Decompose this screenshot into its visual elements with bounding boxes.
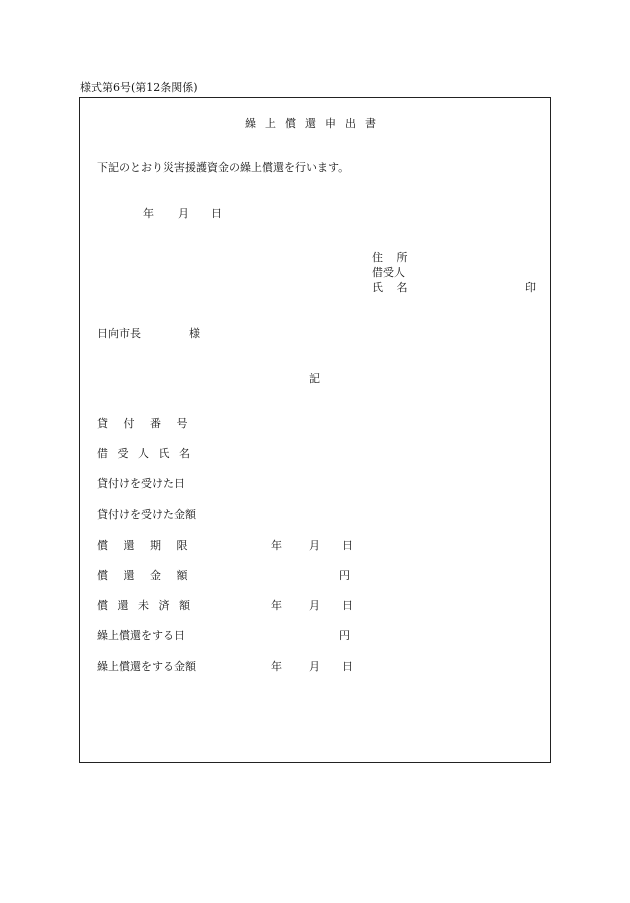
date-month-label: 月	[178, 207, 189, 220]
row-label-repayment-deadline: 償 還 期 限	[97, 539, 194, 552]
row-label-loan-number: 貸 付 番 号	[97, 417, 194, 430]
row-suffix-yen: 円	[339, 569, 350, 582]
row-suffix-month: 月	[309, 660, 320, 673]
name-label: 氏 名	[372, 281, 413, 294]
row-label-loan-date: 貸付けを受けた日	[97, 477, 185, 490]
borrower-label: 借受人	[372, 266, 405, 279]
row-label-early-repayment-amount: 繰上償還をする金額	[97, 660, 196, 673]
row-label-loan-amount: 貸付けを受けた金額	[97, 508, 196, 521]
row-suffix-month: 月	[309, 599, 320, 612]
seal-label: 印	[525, 281, 536, 294]
row-suffix-day: 日	[342, 660, 353, 673]
ki-label: 記	[309, 372, 320, 385]
date-year-label: 年	[143, 207, 154, 220]
address-label: 住 所	[372, 251, 413, 264]
row-label-unpaid-amount: 償 還 未 済 額	[97, 599, 193, 612]
document-title: 繰上償還申出書	[245, 117, 385, 130]
row-suffix-year: 年	[271, 539, 282, 552]
intro-text: 下記のとおり災害援護資金の繰上償還を行います。	[97, 161, 350, 174]
addressee-name: 日向市長	[97, 327, 141, 340]
form-number-label: 様式第6号(第12条関係)	[80, 81, 198, 94]
row-label-repayment-amount: 償 還 金 額	[97, 569, 194, 582]
row-suffix-year: 年	[271, 660, 282, 673]
row-suffix-year: 年	[271, 599, 282, 612]
row-suffix-day: 日	[342, 599, 353, 612]
addressee-honorific: 様	[189, 327, 200, 340]
row-suffix-yen: 円	[339, 629, 350, 642]
row-label-early-repayment-date: 繰上償還をする日	[97, 629, 185, 642]
date-day-label: 日	[211, 207, 222, 220]
row-suffix-day: 日	[342, 539, 353, 552]
row-suffix-month: 月	[309, 539, 320, 552]
row-label-borrower-name: 借 受 人 氏 名	[97, 447, 193, 460]
